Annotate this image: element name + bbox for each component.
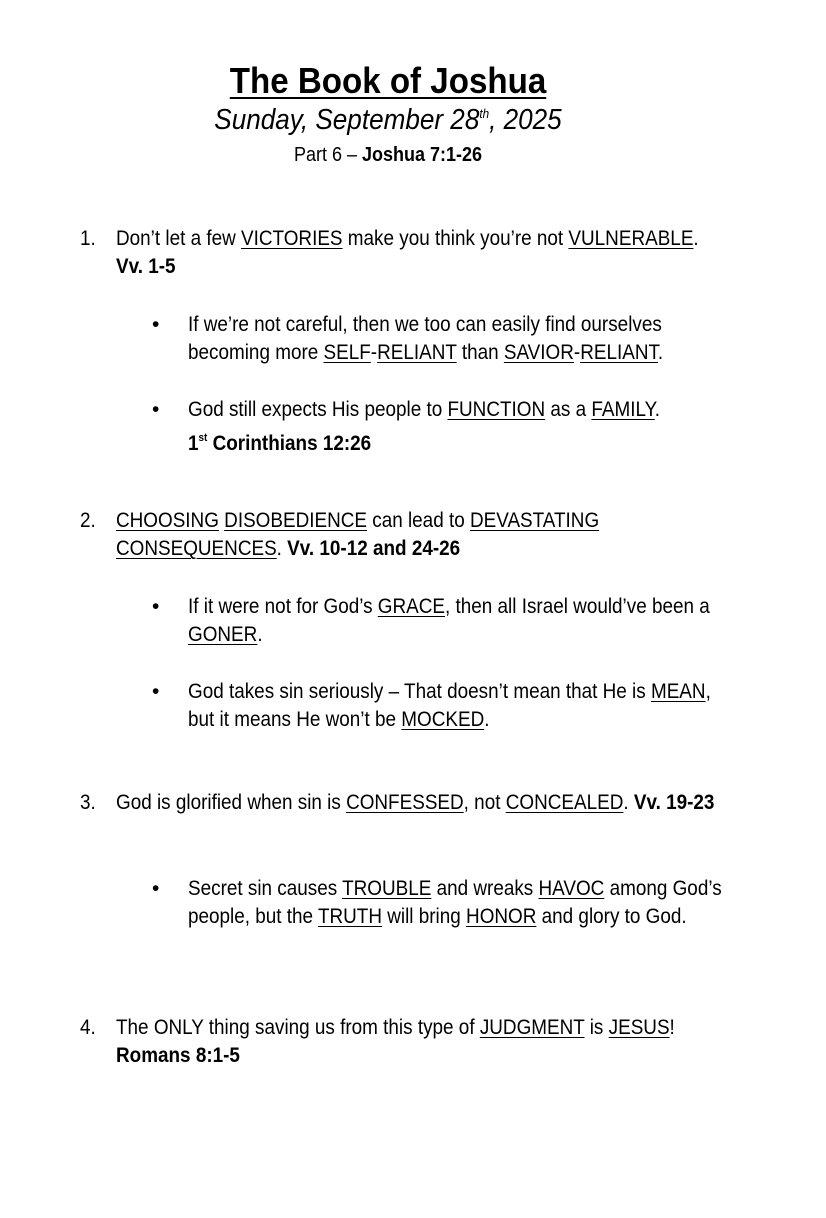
page-title: The Book of Joshua <box>229 60 547 101</box>
bullet-icon: • <box>152 313 160 336</box>
scripture-reference: 1st Corinthians 12:26 <box>188 432 372 455</box>
point-text: Don’t let a few VICTORIES make you think you’re not VULNERABLE. Vv. 1-5 <box>116 227 699 278</box>
sub-point-text: If we’re not careful, then we too can easily find ourselves becoming more SELF-RELIANT than SAVIOR-RELIANT. <box>188 313 664 364</box>
sub-point-text: Secret sin causes TROUBLE and wreaks HAVOC among God’s people, but the TRUTH will bring HONOR and glory to God. <box>188 877 722 928</box>
scripture-reference: Vv. 10-12 and 24-26 <box>287 537 461 560</box>
bullet-icon: • <box>152 398 160 421</box>
point-number: 1. <box>80 227 96 250</box>
sermon-date: Sunday, September 28th, 2025 <box>214 104 562 136</box>
scripture-reference: Romans 8:1-5 <box>116 1044 240 1067</box>
point-number: 3. <box>80 791 96 814</box>
bullet-icon: • <box>152 877 160 900</box>
bullet-icon: • <box>152 595 160 618</box>
sub-point-text: God still expects His people to FUNCTION as a FAMILY. 1st Corinthians 12:26 <box>188 398 661 455</box>
scripture-reference: Vv. 19-23 <box>633 791 715 814</box>
part-reference: Part 6 – Joshua 7:1-26 <box>293 144 483 166</box>
point-text: The ONLY thing saving us from this type of JUDGMENT is JESUS! Romans 8:1-5 <box>116 1016 675 1067</box>
sub-point-text: God takes sin seriously – That doesn’t mean that He is MEAN, but it means He won’t be MOCKED. <box>188 680 711 731</box>
sub-point-text: If it were not for God’s GRACE, then all Israel would’ve been a GONER. <box>188 595 710 646</box>
scripture-reference: Vv. 1-5 <box>116 255 176 278</box>
bullet-icon: • <box>152 680 160 703</box>
point-number: 2. <box>80 509 96 532</box>
point-number: 4. <box>80 1016 96 1039</box>
point-text: CHOOSING DISOBEDIENCE can lead to DEVASTATING CONSEQUENCES. Vv. 10-12 and 24-26 <box>116 509 600 560</box>
point-text: God is glorified when sin is CONFESSED, not CONCEALED. Vv. 19-23 <box>116 791 715 814</box>
